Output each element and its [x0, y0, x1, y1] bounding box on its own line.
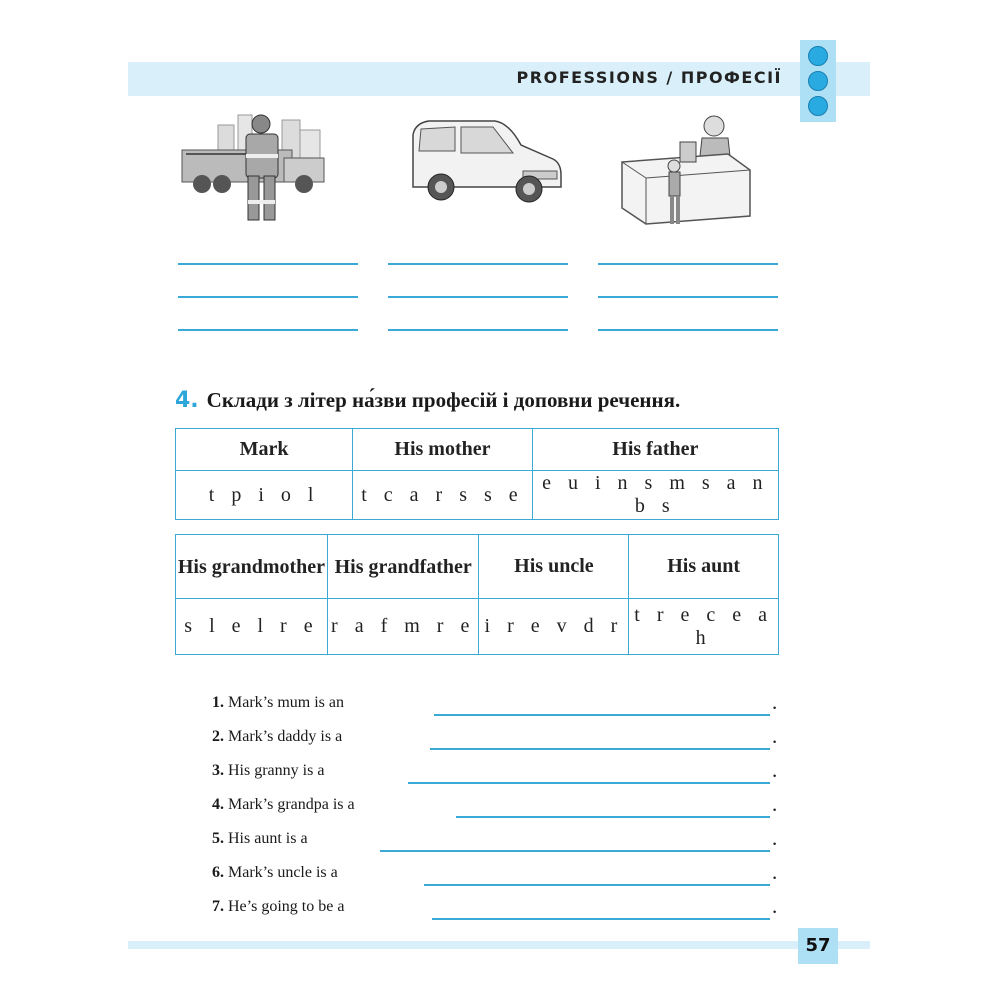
- answer-blank[interactable]: [432, 918, 770, 920]
- dot-icon: [808, 71, 828, 91]
- footer-band: [128, 941, 870, 949]
- sentence-number: 4.: [212, 796, 224, 813]
- table-header-cell: His grandmother: [176, 535, 328, 599]
- period: .: [772, 894, 778, 918]
- answer-line[interactable]: [598, 263, 778, 265]
- answer-blank[interactable]: [434, 714, 770, 716]
- shop-assistant-illustration: [618, 112, 753, 230]
- answer-blank[interactable]: [430, 748, 770, 750]
- sentence: [212, 688, 344, 718]
- answer-line[interactable]: [388, 296, 568, 298]
- sentence-text: Mark’s grandpa is a: [228, 796, 355, 813]
- sentence-text: Mark’s uncle is a: [228, 864, 338, 881]
- letters-table-1: [175, 428, 779, 520]
- table-header-cell: His uncle: [479, 535, 629, 599]
- sentence-number: 2.: [212, 728, 224, 745]
- dot-icon: [808, 46, 828, 66]
- van-illustration: [405, 115, 565, 210]
- sentence-text: He’s going to be a: [228, 898, 345, 915]
- firefighter-illustration: [178, 110, 328, 230]
- letters-cell: r a f m r e: [327, 599, 479, 655]
- page-number: 57: [798, 928, 838, 964]
- page-title: PROFESSIONS / ПРОФЕСІЇ: [516, 68, 782, 87]
- answer-line[interactable]: [178, 329, 358, 331]
- answer-blank[interactable]: [380, 850, 770, 852]
- task-heading: [175, 388, 680, 413]
- table-header-cell: His father: [532, 429, 778, 471]
- letters-table-2: [175, 534, 779, 655]
- letters-cell: t p i o l: [176, 471, 353, 520]
- sentence-text: Mark’s mum is an: [228, 694, 344, 711]
- sentence-number: 5.: [212, 830, 224, 847]
- answer-blank[interactable]: [424, 884, 770, 886]
- sentence: [212, 722, 342, 752]
- period: .: [772, 690, 778, 714]
- answer-blank[interactable]: [408, 782, 770, 784]
- answer-line[interactable]: [598, 329, 778, 331]
- answer-line[interactable]: [388, 329, 568, 331]
- sentence-number: 3.: [212, 762, 224, 779]
- period: .: [772, 758, 778, 782]
- table-header-cell: Mark: [176, 429, 353, 471]
- sentence: [212, 824, 308, 854]
- letters-cell: t c a r s s e: [353, 471, 532, 520]
- table-header-cell: His grandfather: [327, 535, 479, 599]
- answer-blank[interactable]: [456, 816, 770, 818]
- sentence-number: 7.: [212, 898, 224, 915]
- period: .: [772, 724, 778, 748]
- sentence-number: 1.: [212, 694, 224, 711]
- letters-cell: s l e l r e: [176, 599, 328, 655]
- task-number: 4.: [175, 388, 199, 413]
- section-marker: [800, 40, 836, 122]
- letters-cell: i r e v d r: [479, 599, 629, 655]
- task-instruction: Склади з літер на́зви професій і доповни речення.: [206, 388, 681, 412]
- table-header-cell: His aunt: [629, 535, 779, 599]
- sentence-number: 6.: [212, 864, 224, 881]
- period: .: [772, 792, 778, 816]
- letters-cell: t r e c e a h: [629, 599, 779, 655]
- sentence: [212, 790, 355, 820]
- sentence: [212, 756, 324, 786]
- dot-icon: [808, 96, 828, 116]
- answer-line[interactable]: [598, 296, 778, 298]
- period: .: [772, 826, 778, 850]
- period: .: [772, 860, 778, 884]
- sentence: [212, 858, 338, 888]
- sentence-text: His granny is a: [228, 762, 325, 779]
- sentence-text: His aunt is a: [228, 830, 308, 847]
- sentence: [212, 892, 344, 922]
- sentence-text: Mark’s daddy is a: [228, 728, 343, 745]
- answer-line[interactable]: [178, 296, 358, 298]
- table-header-cell: His mother: [353, 429, 532, 471]
- answer-line[interactable]: [388, 263, 568, 265]
- answer-line[interactable]: [178, 263, 358, 265]
- letters-cell: e u i n s m s a n b s: [532, 471, 778, 520]
